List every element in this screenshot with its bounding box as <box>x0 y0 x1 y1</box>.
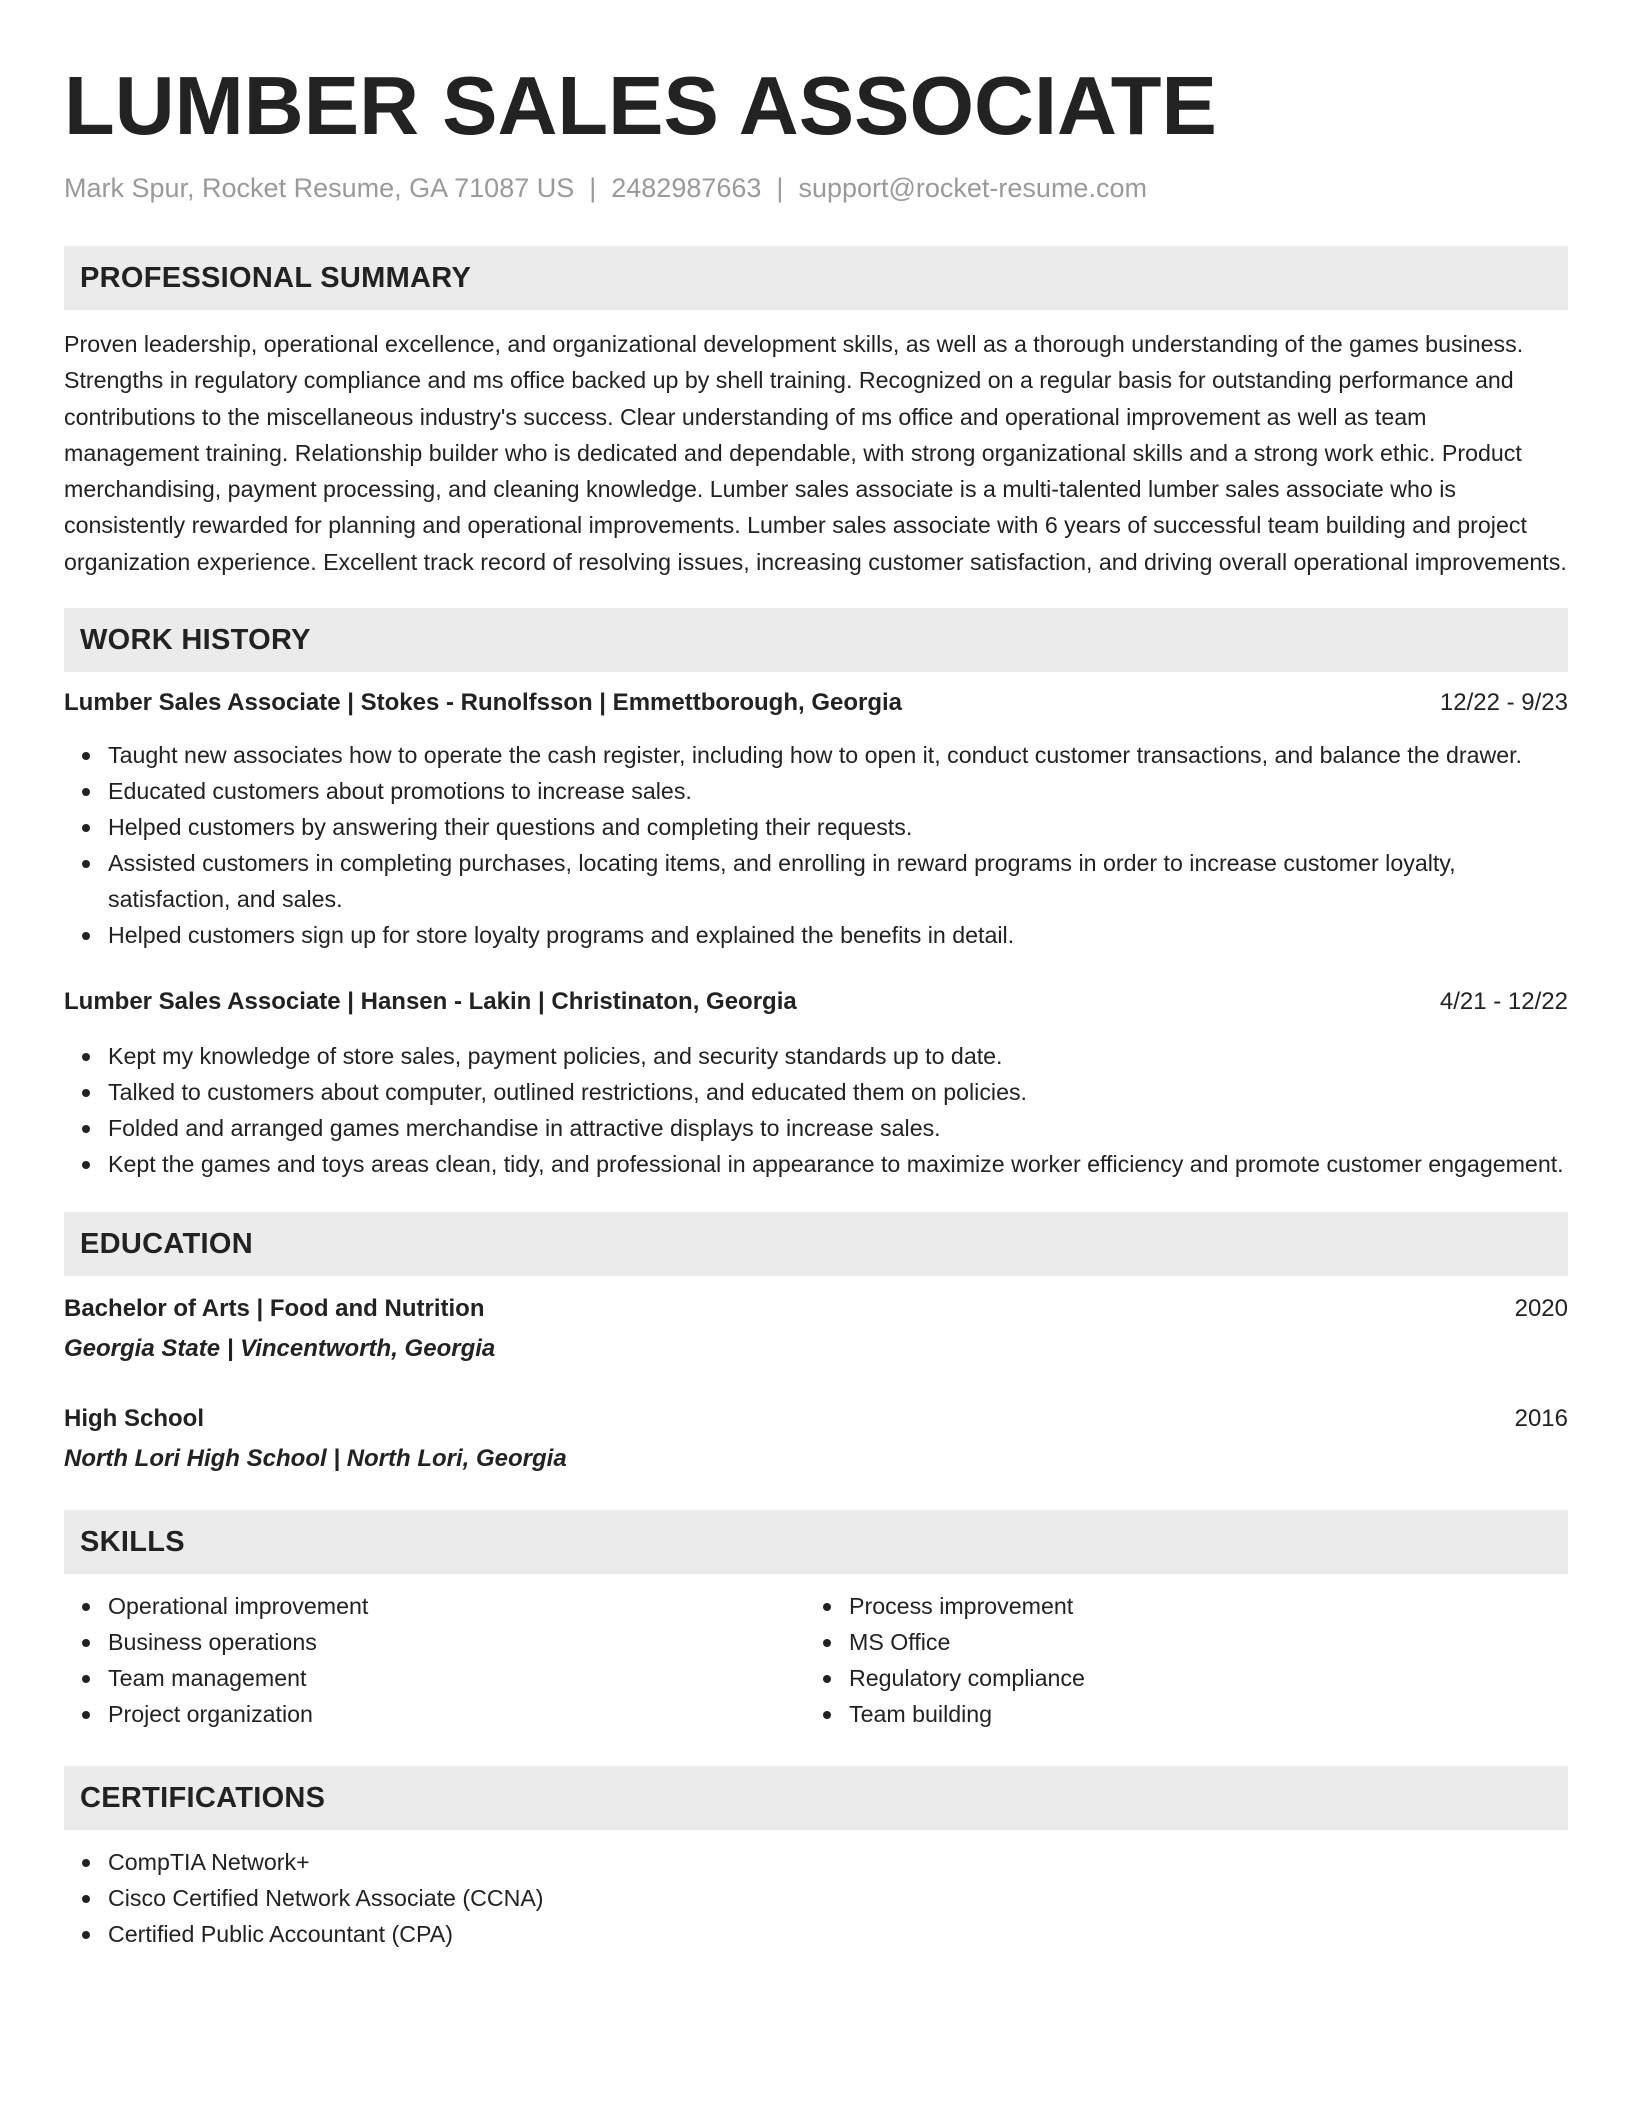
job-title: Lumber Sales Associate | Stokes - Runolfsson | Emmettborough, Georgia <box>64 689 903 717</box>
job-bullet: Talked to customers about computer, outlined restrictions, and educated them on policies. <box>108 1074 1568 1110</box>
education-degree: Bachelor of Arts | Food and Nutrition <box>64 1295 485 1323</box>
section-header-summary: PROFESSIONAL SUMMARY <box>64 246 1568 310</box>
education-header <box>64 1292 1568 1326</box>
job-bullet: Helped customers sign up for store loyalty programs and explained the benefits in detail. <box>108 917 1568 953</box>
education-year: 2016 <box>1514 1405 1568 1433</box>
contact-email: support@rocket-resume.com <box>798 173 1147 203</box>
job-entry <box>64 686 1568 953</box>
section-header-skills: SKILLS <box>64 1510 1568 1574</box>
section-header-education: EDUCATION <box>64 1212 1568 1276</box>
certification-item: Certified Public Accountant (CPA) <box>108 1916 1568 1952</box>
summary-text: Proven leadership, operational excellence, and organizational development skills, as well as a thorough understanding of the games business. Strengths in regulatory compliance and ms office backed up by shell training. Recognized on a regular basis for outstanding performance and contributions to the miscellaneous industry's success. Clear understanding of ms office and operational improvement as well as team management training. Relationship builder who is dedicated and dependable, with strong organizational skills and a strong work ethic. Product merchandising, payment processing, and cleaning knowledge. Lumber sales associate is a multi-talented lumber sales associate who is consistently rewarded for planning and operational improvements. Lumber sales associate with 6 years of successful team building and project organization experience. Excellent track record of resolving issues, increasing customer satisfaction, and driving overall operational improvements. <box>64 331 1567 575</box>
job-header <box>64 985 1568 1019</box>
education-entry <box>64 1292 1568 1366</box>
education-header <box>64 1402 1568 1436</box>
education-school: North Lori High School | North Lori, Georgia <box>64 1445 567 1473</box>
job-bullet: Kept the games and toys areas clean, tidy, and professional in appearance to maximize worker efficiency and promote customer engagement. <box>108 1146 1568 1182</box>
job-bullet: Kept my knowledge of store sales, payment policies, and security standards up to date. <box>108 1038 1568 1074</box>
skill-item: Regulatory compliance <box>849 1660 1546 1696</box>
contact-separator: | <box>776 173 784 203</box>
section-header-work-history: WORK HISTORY <box>64 608 1568 672</box>
job-bullets <box>64 1038 1568 1182</box>
job-dates: 12/22 - 9/23 <box>1439 689 1568 717</box>
certification-item: Cisco Certified Network Associate (CCNA) <box>108 1880 1568 1916</box>
education-school: Georgia State | Vincentworth, Georgia <box>64 1335 496 1363</box>
job-entry <box>64 985 1568 1182</box>
job-title: Lumber Sales Associate | Hansen - Lakin | Christinaton, Georgia <box>64 988 797 1016</box>
skill-item: MS Office <box>849 1624 1546 1660</box>
job-bullet: Taught new associates how to operate the cash register, including how to open it, conduct customer transactions, and balance the drawer. <box>108 737 1568 773</box>
certifications-list <box>64 1844 1568 1952</box>
job-header <box>64 686 1568 720</box>
certification-item: CompTIA Network+ <box>108 1844 1568 1880</box>
resume-title: LUMBER SALES ASSOCIATE <box>64 59 1217 152</box>
skill-item: Team management <box>108 1660 805 1696</box>
contact-address: Mark Spur, Rocket Resume, GA 71087 US <box>64 173 575 203</box>
skill-item: Business operations <box>108 1624 805 1660</box>
skills-grid <box>64 1588 1568 1732</box>
job-dates: 4/21 - 12/22 <box>1439 988 1568 1016</box>
skill-item: Project organization <box>108 1696 805 1732</box>
job-bullet: Folded and arranged games merchandise in attractive displays to increase sales. <box>108 1110 1568 1146</box>
contact-separator: | <box>589 173 597 203</box>
education-entry <box>64 1402 1568 1476</box>
job-bullet: Educated customers about promotions to increase sales. <box>108 773 1568 809</box>
section-header-certifications: CERTIFICATIONS <box>64 1766 1568 1830</box>
contact-line <box>64 170 1568 206</box>
education-degree: High School <box>64 1405 204 1433</box>
job-bullets <box>64 737 1568 953</box>
contact-phone: 2482987663 <box>611 173 762 203</box>
education-year: 2020 <box>1514 1295 1568 1323</box>
job-bullet: Helped customers by answering their questions and completing their requests. <box>108 809 1568 845</box>
skills-list-right <box>805 1588 1546 1732</box>
skill-item: Team building <box>849 1696 1546 1732</box>
skill-item: Process improvement <box>849 1588 1546 1624</box>
job-bullet: Assisted customers in completing purchases, locating items, and enrolling in reward programs in order to increase customer loyalty, satisfaction, and sales. <box>108 845 1568 917</box>
skill-item: Operational improvement <box>108 1588 805 1624</box>
skills-list-left <box>64 1588 805 1732</box>
